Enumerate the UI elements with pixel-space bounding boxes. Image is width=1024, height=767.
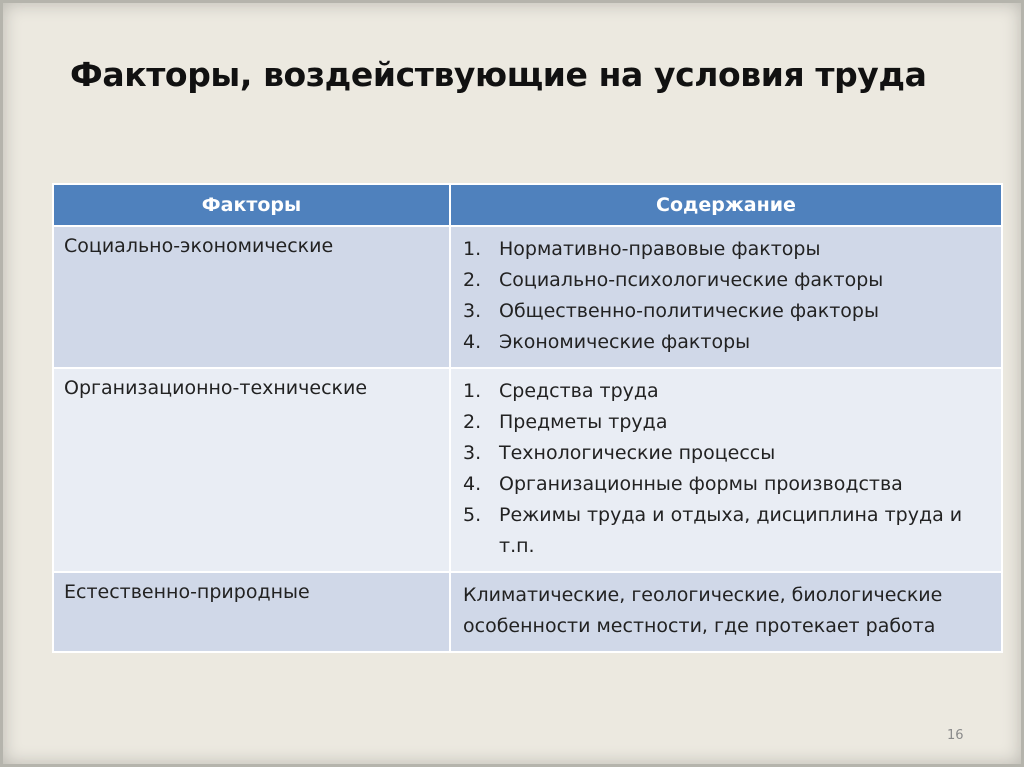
list-item: [463, 407, 991, 438]
content-text: Климатические, геологические, биологические особенности местности, где протекает работа: [463, 584, 943, 637]
list-item-text: Технологические процессы: [499, 442, 776, 464]
content-list: [463, 376, 991, 562]
content-cell: [450, 368, 1002, 572]
list-item-number: 3.: [463, 300, 482, 322]
table-row: [53, 572, 1002, 652]
table-row: [53, 226, 1002, 368]
list-item-text: Экономические факторы: [499, 331, 751, 353]
list-item-text: Организационные формы производства: [499, 473, 903, 495]
list-item: [463, 327, 991, 358]
table-header-row: [53, 184, 1002, 226]
list-item-number: 1.: [463, 238, 482, 260]
factor-cell: Естественно-природные: [53, 572, 450, 652]
list-item: [463, 296, 991, 327]
list-item-text: Предметы труда: [499, 411, 668, 433]
list-item-number: 2.: [463, 411, 482, 433]
list-item-text: Общественно-политические факторы: [499, 300, 879, 322]
list-item-number: 1.: [463, 380, 482, 402]
list-item-number: 4.: [463, 331, 482, 353]
page-number: 16: [947, 728, 964, 743]
factor-cell: Организационно-технические: [53, 368, 450, 572]
list-item: [463, 469, 991, 500]
content-cell: [450, 226, 1002, 368]
factors-table: [52, 183, 1003, 653]
list-item-text: Средства труда: [499, 380, 659, 402]
list-item-number: 3.: [463, 442, 482, 464]
list-item-text: Нормативно-правовые факторы: [499, 238, 821, 260]
list-item: [463, 234, 991, 265]
table-row: [53, 368, 1002, 572]
list-item: [463, 500, 991, 562]
header-factors: Факторы: [53, 184, 450, 226]
list-item-number: 5.: [463, 504, 482, 526]
list-item-number: 4.: [463, 473, 482, 495]
list-item: [463, 265, 991, 296]
header-content: Содержание: [450, 184, 1002, 226]
list-item: [463, 438, 991, 469]
list-item-text: Социально-психологические факторы: [499, 269, 884, 291]
slide: [3, 3, 1021, 764]
factor-cell: Социально-экономические: [53, 226, 450, 368]
content-list: [463, 234, 991, 358]
list-item-text: Режимы труда и отдыха, дисциплина труда и т.п.: [499, 504, 963, 557]
content-cell: [450, 572, 1002, 652]
list-item: [463, 376, 991, 407]
list-item-number: 2.: [463, 269, 482, 291]
slide-title: Факторы, воздействующие на условия труда: [70, 55, 927, 94]
